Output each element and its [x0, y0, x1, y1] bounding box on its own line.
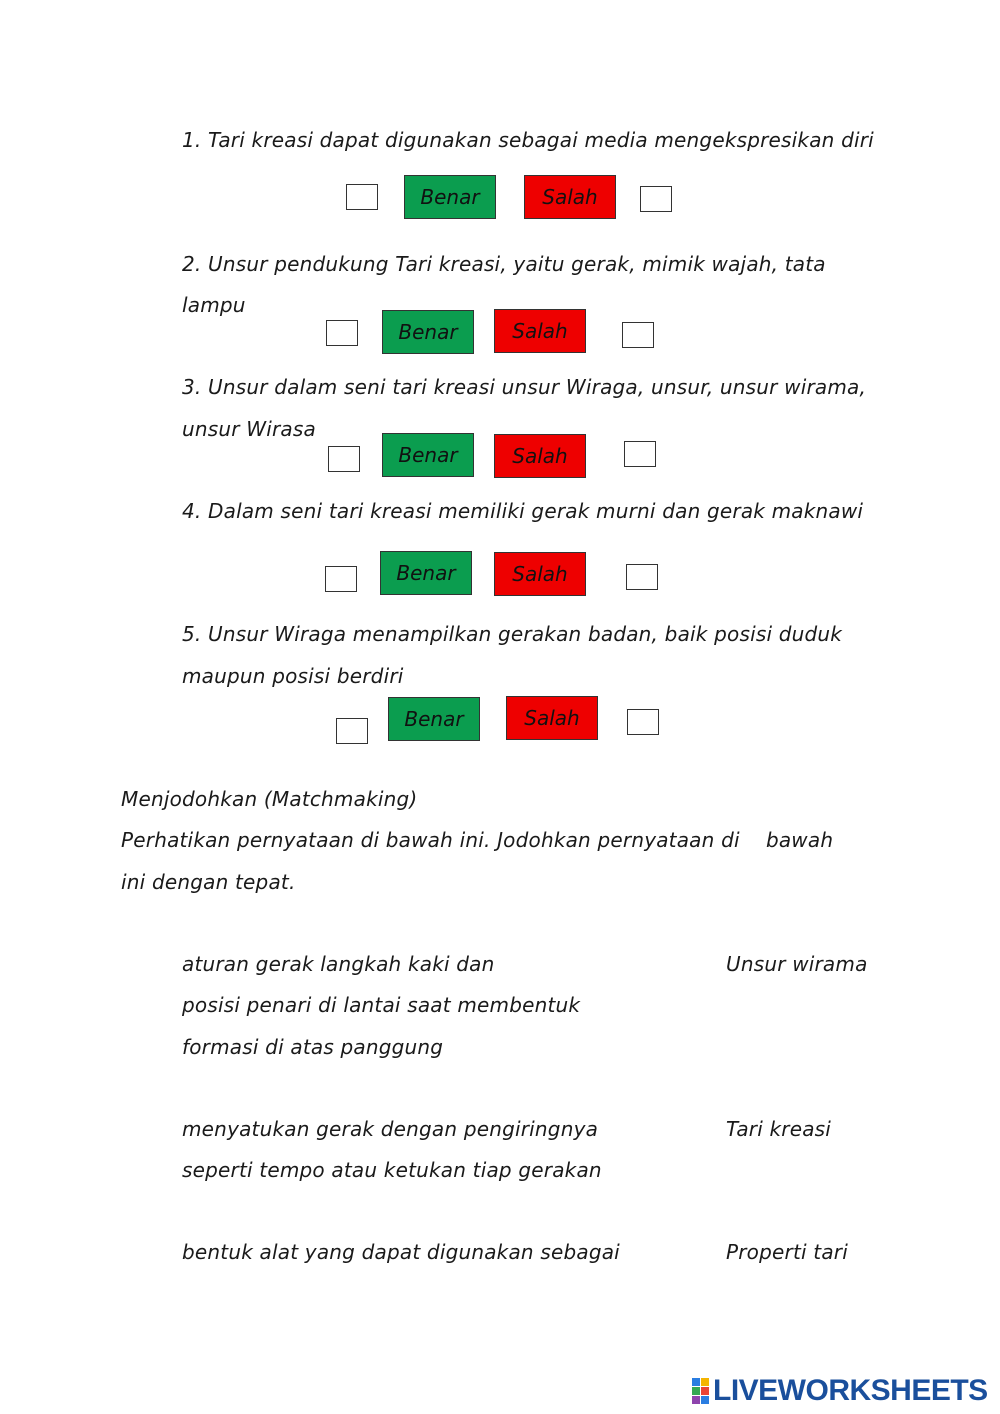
question-3-benar-button[interactable]: Benar — [382, 433, 474, 477]
question-2-checkbox-true[interactable] — [326, 320, 358, 346]
logo-text: LIVEWORKSHEETS — [713, 1374, 988, 1407]
question-1-checkbox-true[interactable] — [346, 184, 378, 210]
question-2-benar-button[interactable]: Benar — [382, 310, 474, 354]
matching-instruction-cont: ini dengan tepat. — [121, 870, 296, 894]
question-2-text-cont: lampu — [182, 293, 246, 317]
question-5-text: 5. Unsur Wiraga menampilkan gerakan badan, baik posisi duduk — [182, 622, 843, 646]
question-4-salah-button[interactable]: Salah — [494, 552, 586, 596]
question-5-text-cont: maupun posisi berdiri — [182, 664, 404, 688]
question-5-salah-button[interactable]: Salah — [506, 696, 598, 740]
question-4-checkbox-true[interactable] — [325, 566, 357, 592]
question-3-text-cont: unsur Wirasa — [182, 417, 316, 441]
question-5-checkbox-true[interactable] — [336, 718, 368, 744]
question-4-benar-button[interactable]: Benar — [380, 551, 472, 595]
liveworksheets-logo — [692, 1374, 988, 1408]
question-2-salah-button[interactable]: Salah — [494, 309, 586, 353]
question-1-checkbox-false[interactable] — [640, 186, 672, 212]
question-1-benar-button[interactable]: Benar — [404, 175, 496, 219]
question-5-benar-button[interactable]: Benar — [388, 697, 480, 741]
matching-answer-3[interactable]: Properti tari — [726, 1240, 848, 1264]
question-1-text: 1. Tari kreasi dapat digunakan sebagai media mengekspresikan diri — [182, 128, 874, 152]
question-5-checkbox-false[interactable] — [627, 709, 659, 735]
matching-statement-2-line-1: menyatukan gerak dengan pengiringnya — [182, 1117, 599, 1141]
matching-answer-1[interactable]: Unsur wirama — [726, 952, 868, 976]
question-1-salah-button[interactable]: Salah — [524, 175, 616, 219]
matching-instruction: Perhatikan pernyataan di bawah ini. Jodohkan pernyataan di bawah — [121, 828, 834, 852]
matching-answer-2[interactable]: Tari kreasi — [726, 1117, 832, 1141]
question-2-checkbox-false[interactable] — [622, 322, 654, 348]
question-2-text: 2. Unsur pendukung Tari kreasi, yaitu gerak, mimik wajah, tata — [182, 252, 826, 276]
matching-statement-1-line-1: aturan gerak langkah kaki dan — [182, 952, 495, 976]
logo-mark-icon — [692, 1378, 709, 1404]
matching-statement-1-line-2: posisi penari di lantai saat membentuk — [182, 993, 581, 1017]
matching-statement-3-line-1: bentuk alat yang dapat digunakan sebagai — [182, 1240, 620, 1264]
question-4-text: 4. Dalam seni tari kreasi memiliki gerak murni dan gerak maknawi — [182, 499, 864, 523]
matching-statement-2-line-2: seperti tempo atau ketukan tiap gerakan — [182, 1158, 602, 1182]
question-3-checkbox-true[interactable] — [328, 446, 360, 472]
matching-title: Menjodohkan (Matchmaking) — [121, 787, 418, 811]
question-4-checkbox-false[interactable] — [626, 564, 658, 590]
question-3-checkbox-false[interactable] — [624, 441, 656, 467]
matching-statement-1-line-3: formasi di atas panggung — [182, 1035, 444, 1059]
question-3-text: 3. Unsur dalam seni tari kreasi unsur Wiraga, unsur, unsur wirama, — [182, 375, 867, 399]
question-3-salah-button[interactable]: Salah — [494, 434, 586, 478]
